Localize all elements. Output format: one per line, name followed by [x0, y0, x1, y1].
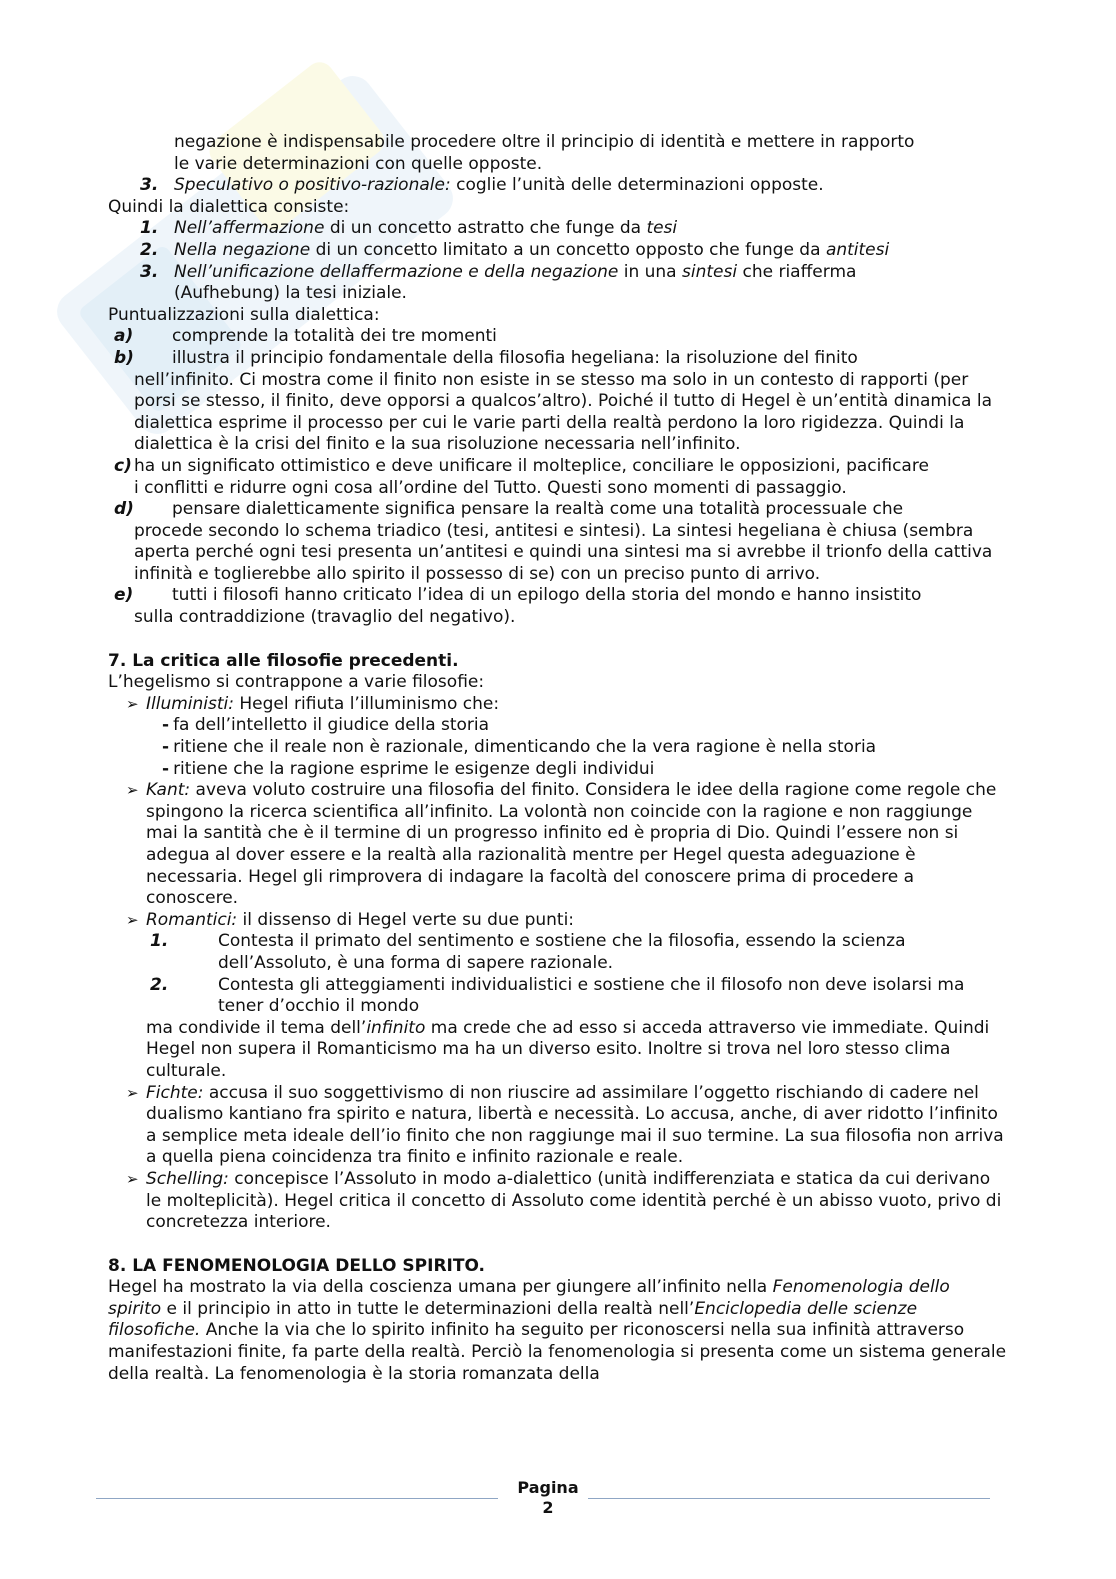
romantici-punto-1: 1. Contesta il primato del sentimento e sostiene che la filosofia, essendo la scienza dell’Assoluto, è una forma di sapere razionale.	[150, 931, 906, 973]
page-label: Pagina	[517, 1478, 579, 1497]
dialettica-item-1: 1. Nell’affermazione di un concetto astratto che funge da tesi	[140, 218, 678, 239]
punto-d: d) pensare dialetticamente significa pensare la realtà come una totalità processuale che	[114, 499, 904, 520]
punto-c-cont: i conflitti e ridurre ogni cosa all’ordine del Tutto. Questi sono momenti di passaggio.	[134, 477, 847, 498]
list-number: 3.	[140, 175, 159, 196]
dialettica-item-3-cont: (Aufhebung) la tesi iniziale.	[174, 283, 407, 304]
section-8-heading: 8. LA FENOMENOLOGIA DELLO SPIRITO.	[108, 1255, 485, 1276]
punto-b: b) illustra il principio fondamentale della filosofia hegeliana: la risoluzione del finito	[114, 347, 858, 368]
term: Speculativo o positivo-razionale:	[174, 175, 451, 196]
page-number-value: 2	[542, 1498, 554, 1517]
document-body	[108, 132, 1008, 1385]
page-footer	[96, 1478, 996, 1528]
puntualizzazioni-heading: Puntualizzazioni sulla dialettica:	[108, 304, 380, 325]
romantici-punto-2: 2. Contesta gli atteggiamenti individualistici e sostiene che il filosofo non deve isolarsi ma tener d’occhio il mondo	[150, 974, 965, 1017]
illuministi-dash-3: - ritiene che la ragione esprime le esigenze degli individui	[162, 758, 655, 779]
arrow-bullet-icon: ➢	[126, 910, 139, 929]
illuministi-dash-2: - ritiene che il reale non è razionale, dimenticando che la vera ragione è nella storia	[162, 737, 877, 758]
arrow-bullet-icon: ➢	[126, 1083, 139, 1102]
punto-e: e) tutti i filosofi hanno criticato l’idea di un epilogo della storia del mondo e hanno insistito	[114, 585, 922, 606]
punto-b-cont: nell’infinito. Ci mostra come il finito non esiste in se stesso ma solo in un contesto di rapporti (per porsi se stesso, il finito, deve opporsi a qualcos’altro). Poiché il tutto di Hegel è un’entità dinamica la dialettica esprime il processo per cui le varie parti della realtà perdono la loro rigidezza. Quindi la dialettica è la crisi del finito e la sua risoluzione necessaria nell’infinito.	[134, 369, 992, 455]
arrow-bullet-icon: ➢	[126, 694, 139, 713]
section-8-paragraph: Hegel ha mostrato la via della coscienza umana per giungere all’infinito nella Fenomenologia dello spirito e il principio in atto in tutte le determinazioni della realtà nell’Enciclopedia delle scienze filosofiche. Anche la via che lo spirito infinito ha seguito per riconoscersi nella sua infinità attraverso manifestazioni finite, fa parte della realtà. Perciò la fenomenologia si presenta come un sistema generale della realtà. La fenomenologia è la storia romanzata della	[108, 1277, 1007, 1384]
critica-schelling: ➢ Schelling: concepisce l’Assoluto in modo a-dialettico (unità indifferenziata e statica da cui derivano le molteplicità). Hegel critica il concetto di Assoluto come identità perché è un abisso vuoto, privo di concretezza interiore.	[126, 1168, 1002, 1233]
footer-rule-left	[96, 1498, 498, 1499]
footer-rule-right	[588, 1498, 990, 1499]
dialettica-item-2: 2. Nella negazione di un concetto limitato a un concetto opposto che funge da antitesi	[140, 239, 890, 260]
para-negazione-1: negazione è indispensabile procedere oltre il principio di identità e mettere in rapporto	[174, 132, 915, 152]
punto-a: a) comprende la totalità dei tre momenti	[114, 326, 497, 347]
moment-3	[108, 175, 1008, 197]
quindi-heading: Quindi la dialettica consiste:	[108, 196, 350, 217]
critica-kant: ➢ Kant: aveva voluto costruire una filosofia del finito. Considera le idee della ragione come regole che spingono la ricerca scientifica all’infinito. La volontà non coincide con la ragione e non raggiunge mai la santità che è il termine di un progresso infinito ed è propria di Dio. Quindi l’essere non si adegua al dover essere e la realtà alla razionalità mentre per Hegel questa adeguazione è necessaria. Hegel gli rimprovera di indagare la facoltà del conoscere prima di procedere a conoscere.	[126, 780, 997, 909]
text: coglie l’unità delle determinazioni opposte.	[450, 175, 824, 196]
para-negazione-2: le varie determinazioni con quelle opposte.	[174, 153, 543, 174]
page-number	[508, 1478, 588, 1518]
romantici-conclusione: ma condivide il tema dell’infinito ma crede che ad esso si acceda attraverso vie immediate. Quindi Hegel non supera il Romanticismo ma ha un diverso esito. Inoltre si trova nel loro stesso clima culturale.	[146, 1017, 990, 1081]
punto-d-cont: procede secondo lo schema triadico (tesi, antitesi e sintesi). La sintesi hegeliana è chiusa (sembra aperta perché ogni tesi presenta un’antitesi e quindi una sintesi ma si avrebbe il trionfo della cattiva infinità e toglierebbe allo spirito il possesso di se) con un preciso punto di arrivo.	[134, 520, 993, 584]
section-7-intro: L’hegelismo si contrappone a varie filosofie:	[108, 672, 485, 693]
arrow-bullet-icon: ➢	[126, 1169, 139, 1188]
critica-illuministi: ➢ Illuministi: Hegel rifiuta l’illuminismo che:	[126, 693, 500, 714]
dialettica-item-3: 3. Nell’unificazione dellaffermazione e della negazione in una sintesi che riafferma	[140, 261, 857, 282]
arrow-bullet-icon: ➢	[126, 781, 139, 800]
section-7-heading: 7. La critica alle filosofie precedenti.	[108, 650, 459, 671]
punto-c: c) ha un significato ottimistico e deve unificare il molteplice, conciliare le opposizioni, pacificare	[114, 455, 929, 476]
punto-e-cont: sulla contraddizione (travaglio del negativo).	[134, 607, 516, 628]
critica-fichte: ➢ Fichte: accusa il suo soggettivismo di non riuscire ad assimilare l’oggetto rischiando di cadere nel dualismo kantiano fra spirito e natura, libertà e necessità. Lo accusa, anche, di aver ridotto l’infinito a semplice meta ideale dell’io finito che non raggiunge mai il suo termine. La sua filosofia non arriva a quella piena coincidenza tra finito e infinito razionale e reale.	[126, 1082, 1004, 1168]
critica-romantici: ➢ Romantici: il dissenso di Hegel verte su due punti:	[126, 909, 575, 930]
illuministi-dash-1: - fa dell’intelletto il giudice della storia	[162, 715, 490, 736]
